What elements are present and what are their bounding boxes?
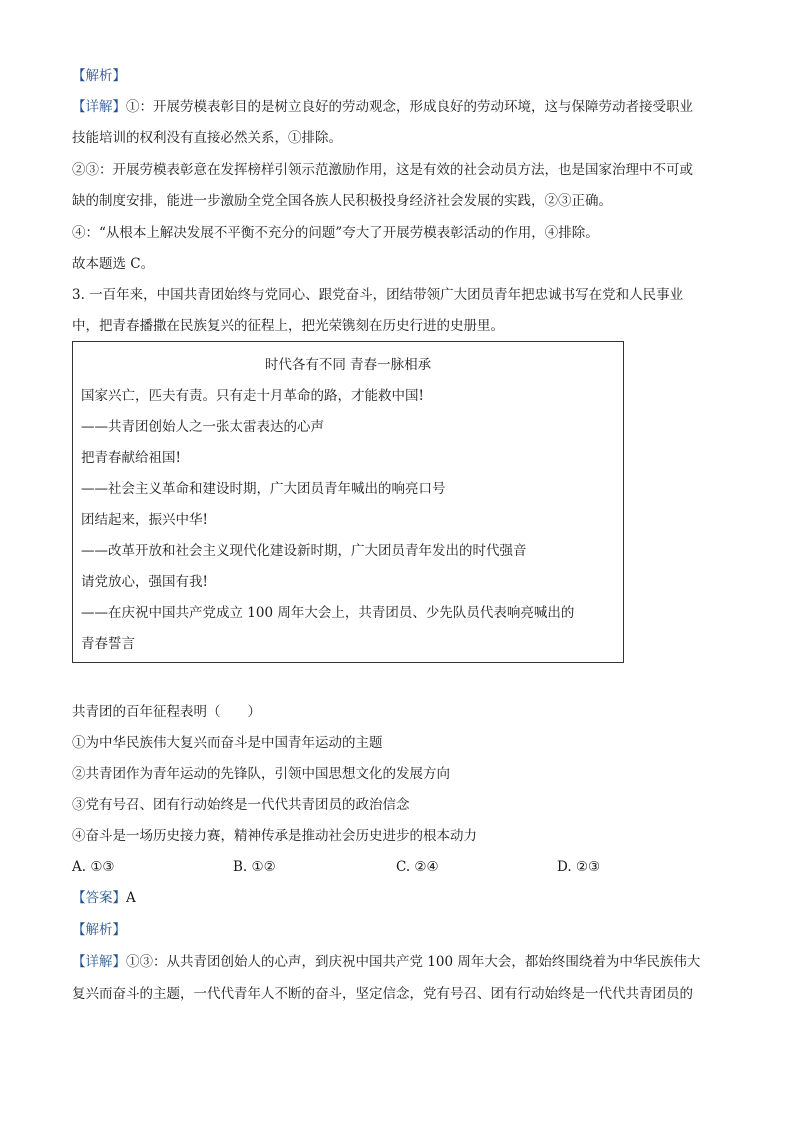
- jiexi-heading-2: [72, 920, 126, 940]
- statement-2: ②共青团作为青年运动的先锋队，引领中国思想文化的发展方向: [72, 766, 450, 782]
- detail-text: ①：开展劳模表彰目的是树立良好的劳动观念，形成良好的劳动环境，这与保障劳动者接受职业: [126, 99, 693, 115]
- question-stem-cont: 中，把青春播撒在民族复兴的征程上，把光荣镌刻在历史行进的史册里。: [72, 318, 504, 334]
- conclusion: 故本题选 C。: [72, 256, 155, 272]
- quote-line: 把青春献给祖国!: [81, 450, 181, 466]
- jiexi-heading: [72, 66, 126, 86]
- jiexi-tag: 【解析】: [72, 68, 126, 84]
- answer-line: [72, 888, 136, 908]
- detail-paragraph-q3: [72, 952, 700, 972]
- quote-line: 国家兴亡，匹夫有责。只有走十月革命的路，才能救中国!: [81, 388, 424, 404]
- detail-paragraph-1-cont: 技能培训的权利没有直接必然关系，①排除。: [72, 130, 342, 146]
- xiangjie-tag: 【详解】: [72, 954, 126, 970]
- detail-paragraph-2-cont: 缺的制度安排，能进一步激励全党全国各族人民积极投身经济社会发展的实践，②③正确。: [72, 193, 612, 209]
- quote-box-title: 时代各有不同 青春一脉相承: [264, 357, 432, 373]
- answer-value: A: [126, 890, 136, 906]
- statement-3: ③党有号召、团有行动始终是一代代共青团员的政治信念: [72, 797, 410, 813]
- option-d: D. ②③: [557, 859, 601, 875]
- detail-paragraph-q3-cont: 复兴而奋斗的主题，一代代青年人不断的奋斗，坚定信念，党有号召、团有行动始终是一代代共青团员的: [72, 986, 693, 1002]
- option-a: A. ①③: [72, 859, 115, 875]
- detail-text: ①③：从共青团创始人的心声，到庆祝中国共产党 100 周年大会，都始终围绕着为中华民族伟大: [126, 954, 701, 970]
- quote-source: ——改革开放和社会主义现代化建设新时期，广大团员青年发出的时代强音: [81, 543, 527, 559]
- detail-paragraph-3: ④：“从根本上解决发展不平衡不充分的问题”夸大了开展劳模表彰活动的作用，④排除。: [72, 225, 599, 241]
- detail-paragraph-1: [72, 97, 693, 117]
- detail-paragraph-2: ②③：开展劳模表彰意在发挥榜样引领示范激励作用，这是有效的社会动员方法，也是国家治理中不可或: [72, 162, 693, 178]
- question-stem: 3. 一百年来，中国共青团始终与党同心、跟党奋斗，团结带领广大团员青年把忠诚书写在党和人民事业: [72, 287, 684, 303]
- quote-box: [72, 341, 624, 663]
- quote-source: ——社会主义革命和建设时期，广大团员青年喊出的响亮口号: [81, 481, 446, 497]
- jiexi-tag: 【解析】: [72, 922, 126, 938]
- quote-line: 团结起来，振兴中华!: [81, 512, 208, 528]
- statement-1: ①为中华民族伟大复兴而奋斗是中国青年运动的主题: [72, 735, 383, 751]
- quote-source: ——在庆祝中国共产党成立 100 周年大会上，共青团员、少先队员代表响亮喊出的: [81, 605, 575, 621]
- quote-line: 请党放心，强国有我!: [81, 574, 208, 590]
- question-prompt: 共青团的百年征程表明（ ）: [72, 704, 261, 720]
- option-b: B. ①②: [233, 859, 276, 875]
- option-c: C. ②④: [396, 859, 439, 875]
- xiangjie-tag: 【详解】: [72, 99, 126, 115]
- answer-tag: 【答案】: [72, 890, 126, 906]
- quote-source: ——共青团创始人之一张太雷表达的心声: [81, 419, 324, 435]
- quote-source-cont: 青春誓言: [81, 636, 135, 652]
- statement-4: ④奋斗是一场历史接力赛，精神传承是推动社会历史进步的根本动力: [72, 828, 477, 844]
